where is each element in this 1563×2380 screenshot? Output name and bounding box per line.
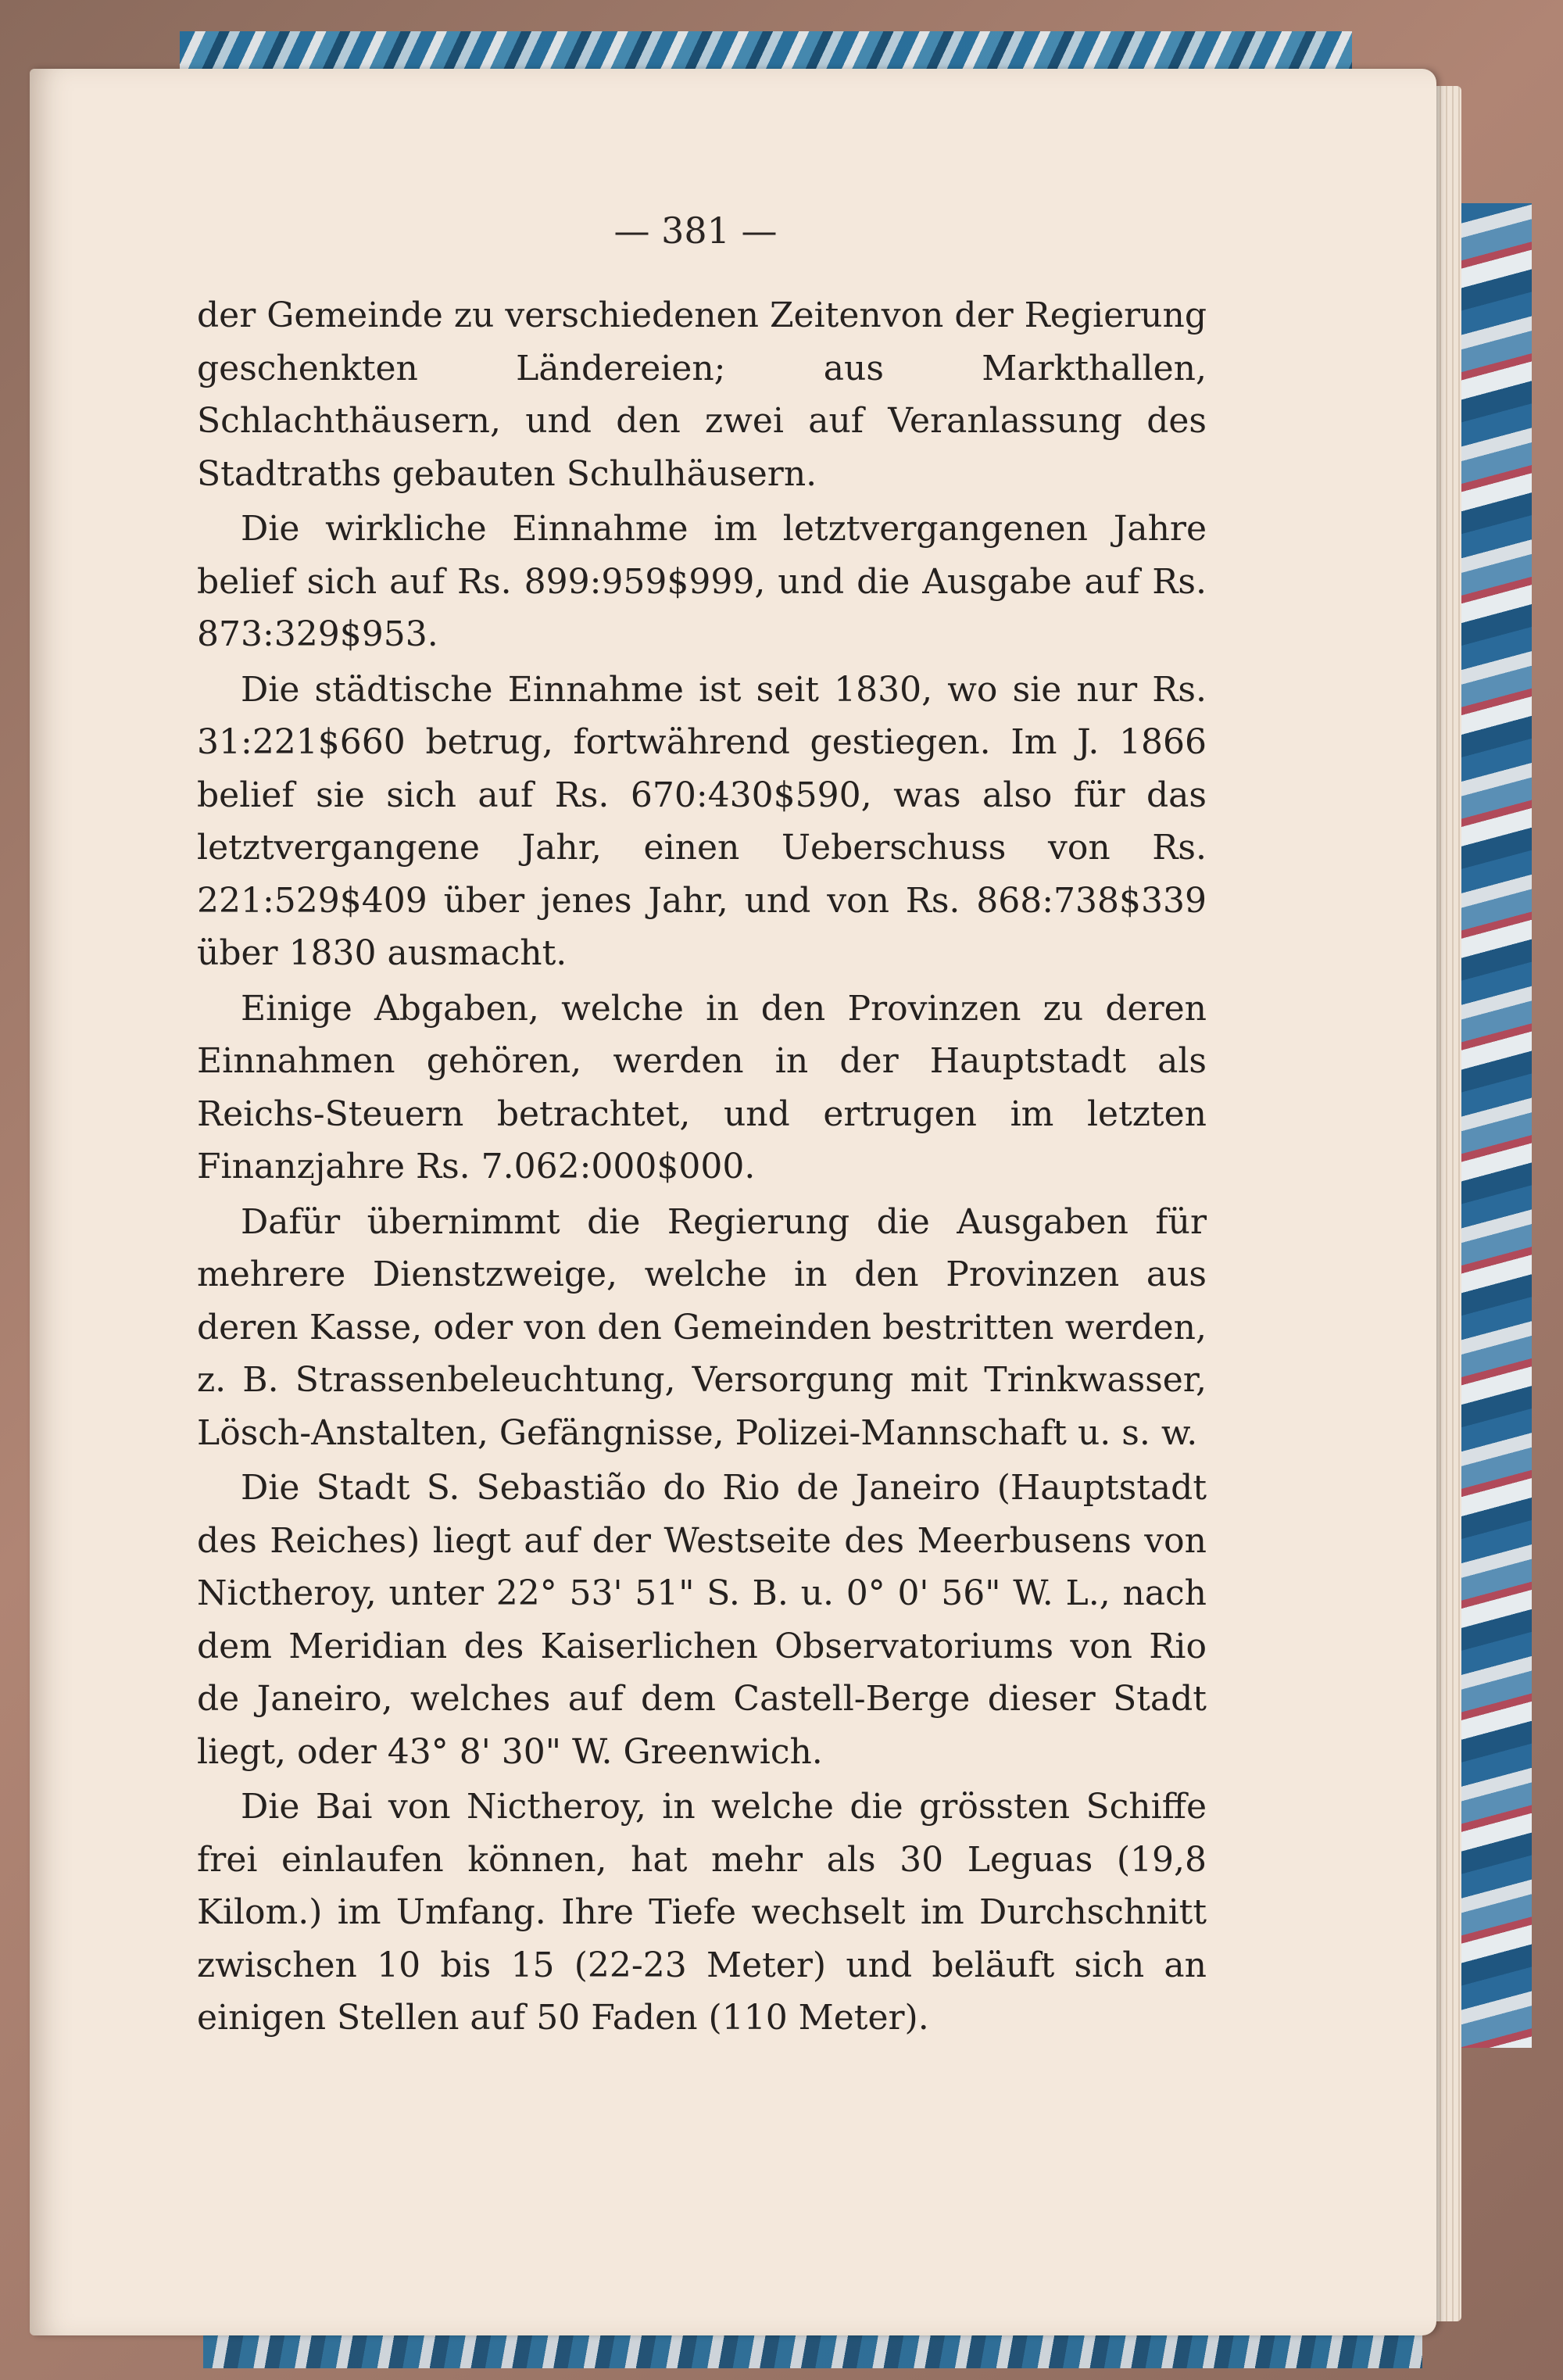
paragraph: Die Bai von Nictheroy, in welche die grössten Schiffe frei einlaufen können, hat mehr als 30 Leguas (19,8 Kilom.) im Umfang. Ihre Tiefe wechselt im Durchschnitt zwischen 10 bis 15 (22-23 Meter) und beläuft sich an einigen Stellen auf 50 Faden (110 Meter). — [197, 1787, 1207, 2038]
paragraph: Die städtische Einnahme ist seit 1830, wo sie nur Rs. 31:221$660 betrug, fortwährend gestiegen. Im J. 1866 belief sie sich auf Rs. 670:430$590, was also für das letztvergangene Jahr, einen Ueberschuss von Rs. 221:529$409 über jenes Jahr, und von Rs. 868:738$339 über 1830 ausmacht. — [197, 669, 1207, 973]
paragraph: der Gemeinde zu verschiedenen Zeitenvon der Regierung geschenkten Ländereien; aus Markthallen, Schlachthäusern, und den zwei auf Veranlassung des Stadtraths gebauten Schulhäusern. — [197, 295, 1207, 494]
paragraph: Einige Abgaben, welche in den Provinzen zu deren Einnahmen gehören, werden in der Hauptstadt als Reichs-Steuern betrachtet, und ertrugen im letzten Finanzjahre Rs. 7.062:000$000. — [197, 988, 1207, 1186]
paragraph: Die wirkliche Einnahme im letztvergangenen Jahre belief sich auf Rs. 899:959$999, und die Ausgabe auf Rs. 873:329$953. — [197, 509, 1207, 654]
paragraph: Dafür übernimmt die Regierung die Ausgaben für mehrere Dienstzweige, welche in den Provinzen aus deren Kasse, oder von den Gemeinden bestritten werden, z. B. Strassenbeleuchtung, Versorgung mit Trinkwasser, Lösch-Anstalten, Gefängnisse, Polizei-Mannschaft u. s. w. — [197, 1201, 1207, 1453]
body-text — [197, 289, 1207, 2045]
paragraph: Die Stadt S. Sebastião do Rio de Janeiro (Hauptstadt des Reiches) liegt auf der Westseite des Meerbusens von Nictheroy, unter 22° 53' 51" S. B. u. 0° 0' 56" W. L., nach dem Meridian des Kaiserlichen Observatoriums von Rio de Janeiro, welches auf dem Castell-Berge dieser Stadt liegt, oder 43° 8' 30" W. Greenwich. — [197, 1468, 1207, 1772]
page-number: — 381 — — [613, 209, 778, 252]
